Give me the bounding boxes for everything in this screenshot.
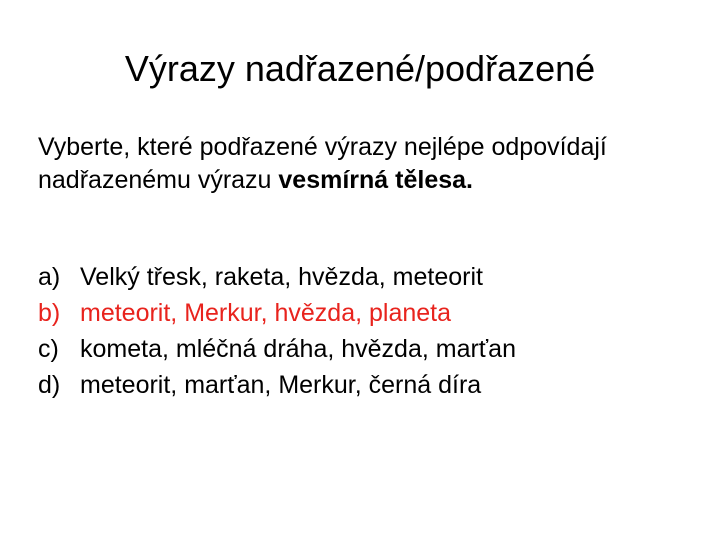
prompt-emphasis: vesmírná tělesa. <box>278 166 473 194</box>
prompt-text: Vyberte, které podřazené výrazy nejlépe odpovídají nadřazenému výrazu <box>38 133 607 194</box>
option-marker: a) <box>38 263 61 291</box>
option-marker: d) <box>38 371 61 399</box>
slide-title: Výrazy nadřazené/podřazené <box>124 48 596 89</box>
option-marker: b) <box>38 299 61 327</box>
option-text: kometa, mléčná dráha, hvězda, marťan <box>80 335 516 363</box>
question-prompt <box>38 131 698 197</box>
option-a[interactable] <box>38 259 698 295</box>
option-d[interactable] <box>38 367 698 403</box>
option-b[interactable] <box>38 295 698 331</box>
option-text: meteorit, marťan, Merkur, černá díra <box>80 371 482 399</box>
option-marker: c) <box>38 335 59 363</box>
option-c[interactable] <box>38 331 698 367</box>
answer-options <box>38 259 698 403</box>
option-text: meteorit, Merkur, hvězda, planeta <box>80 299 452 327</box>
option-text: Velký třesk, raketa, hvězda, meteorit <box>80 263 483 291</box>
